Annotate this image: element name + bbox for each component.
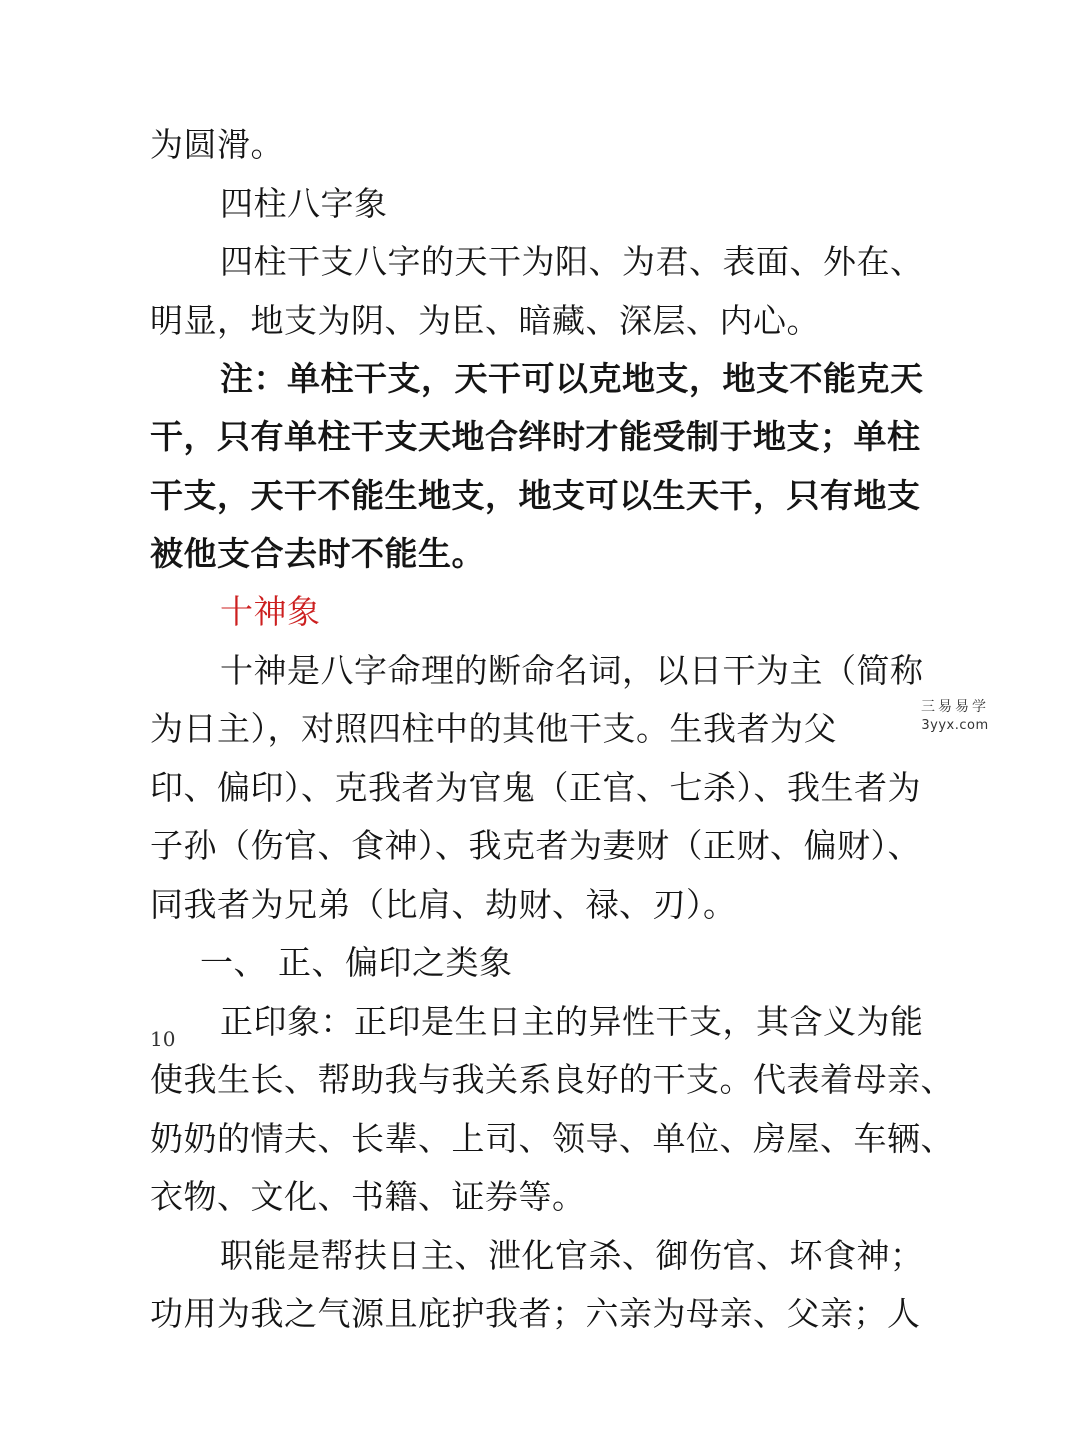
paragraph-line: 奶奶的情夫、长辈、上司、领导、单位、房屋、车辆、 [150,1119,954,1158]
text-line-continuation: 为圆滑。 [150,125,284,164]
watermark-url: 3yyx.com [921,718,989,733]
note-line: 干支，天干不能生地支，地支可以生天干，只有地支 [150,476,921,515]
note-line: 干，只有单柱干支天地合绊时才能受制于地支；单柱 [150,417,921,456]
watermark-title: 三易易学 [921,699,989,715]
section-heading-sizhu-bazi: 四柱八字象 [220,184,388,223]
paragraph-line: 为日主），对照四柱中的其他干支。生我者为父 [150,709,837,748]
watermark [905,697,1005,735]
paragraph-line: 功用为我之气源且庇护我者；六亲为母亲、父亲；人 [150,1294,921,1333]
paragraph-line: 十神是八字命理的断命名词，以日干为主（简称 [220,651,924,690]
paragraph-line: 印、偏印）、克我者为官鬼（正官、七杀）、我生者为 [150,768,921,807]
paragraph-line: 使我生长、帮助我与我关系良好的干支。代表着母亲、 [150,1060,954,1099]
paragraph-line: 职能是帮扶日主、泄化官杀、御伤官、坏食神； [220,1236,924,1275]
paragraph-line: 衣物、文化、书籍、证券等。 [150,1177,586,1216]
subsection-heading-yin: 一、 正、偏印之类象 [200,943,513,982]
paragraph-line: 子孙（伤官、食神）、我克者为妻财（正财、偏财）、 [150,826,921,865]
paragraph-line: 正印象：正印是生日主的异性干支，其含义为能 [220,1002,924,1041]
paragraph-line: 四柱干支八字的天干为阳、为君、表面、外在、 [220,242,924,281]
section-heading-shishen: 十神象 [220,592,321,631]
page-number: 10 [150,1027,176,1051]
paragraph-line: 同我者为兄弟（比肩、劫财、禄、刃）。 [150,885,737,924]
note-line: 注：单柱干支，天干可以克地支，地支不能克天 [220,359,924,398]
note-line: 被他支合去时不能生。 [150,534,485,573]
paragraph-line: 明显，地支为阴、为臣、暗藏、深层、内心。 [150,301,820,340]
